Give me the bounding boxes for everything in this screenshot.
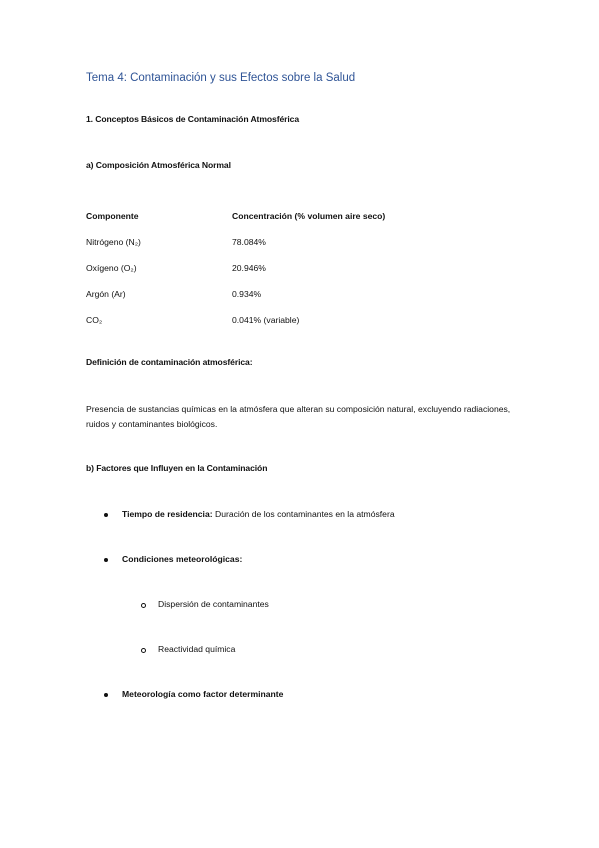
bullet-circle-icon [141,603,146,608]
page-title: Tema 4: Contaminación y sus Efectos sobre la Salud [86,72,356,84]
sub-list-item [158,644,235,654]
bullet-circle-icon [141,648,146,653]
bullet-disc-icon [104,693,108,697]
table-cell-concentration: 0.041% (variable) [232,315,300,325]
definition-heading: Definición de contaminación atmosférica: [86,357,253,367]
sub-list-item-text: Dispersión de contaminantes [158,599,269,609]
list-item-text: Duración de los contaminantes en la atmósfera [212,509,395,519]
list-item [122,509,395,519]
table-cell-component: Nitrógeno (N₂) [86,237,141,247]
list-item [122,554,242,564]
section-heading: 1. Conceptos Básicos de Contaminación Atmosférica [86,114,300,124]
list-item-label: Meteorología como factor determinante [122,689,284,699]
bullet-disc-icon [104,558,108,562]
table-row [86,229,385,255]
definition-paragraph: Presencia de sustancias químicas en la atmósfera que alteran su composición natural, excluyendo radiaciones, ruidos y contaminantes biológicos. [86,404,511,429]
composition-table [86,203,385,333]
table-cell-component: Oxígeno (O₂) [86,263,137,273]
list-item-label: Tiempo de residencia: [122,509,213,519]
table-row [86,281,385,307]
table-cell-concentration: 0.934% [232,289,262,299]
table-cell-component: CO₂ [86,315,103,325]
subsection-a-heading: a) Composición Atmosférica Normal [86,160,231,170]
sub-list-item [158,599,269,609]
table-header-row [86,203,385,229]
table-cell-concentration: 20.946% [232,263,266,273]
table-row [86,255,385,281]
table-cell-component: Argón (Ar) [86,289,126,299]
sub-list-item-text: Reactividad química [158,644,236,654]
table-header-concentration: Concentración (% volumen aire seco) [232,211,386,221]
list-item [122,689,283,699]
subsection-b-heading: b) Factores que Influyen en la Contaminación [86,463,268,473]
bullet-disc-icon [104,513,108,517]
list-item-label: Condiciones meteorológicas: [122,554,243,564]
table-cell-concentration: 78.084% [232,237,266,247]
table-row [86,307,385,333]
table-header-component: Componente [86,211,139,221]
